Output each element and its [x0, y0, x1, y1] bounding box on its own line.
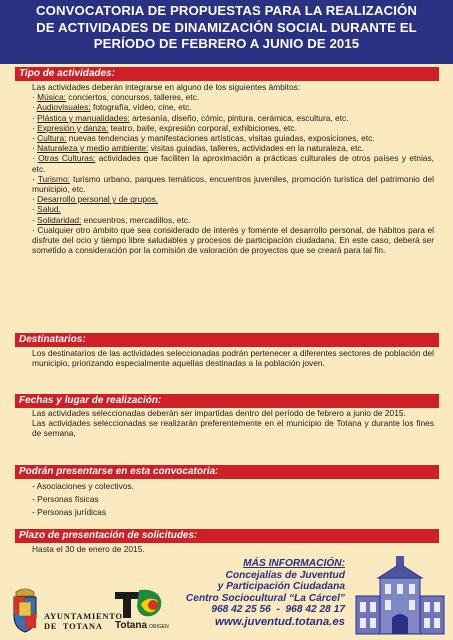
- tipo-item-expresion: · Expresión y danza: teatro, baile, expresión corporal, exhibiciones, etc.: [32, 122, 297, 133]
- more-info-web: www.juventud.totana.es: [215, 615, 345, 628]
- section-title-presentarse: Podrán presentarse en esta convocatoria:: [15, 465, 439, 479]
- header-line-2: DE ACTIVIDADES DE DINAMIZACIÓN SOCIAL DURANTE EL: [36, 19, 417, 35]
- destinatarios-block: [32, 348, 434, 368]
- tipo-item-audiovisuales: · Audiovisuales: fotografía, vídeo, cine, etc.: [32, 102, 192, 113]
- origen-text: ORIGEN: [149, 624, 169, 630]
- section-title-tipo: Tipo de actividades:: [15, 67, 439, 81]
- more-info-phones: 968 42 25 56 - 968 42 28 17: [211, 604, 345, 616]
- tipo-item-plastica: · Plástica y manualidades: artesanía, diseño, cómic, pintura, cerámica, escultura, etc.: [32, 112, 349, 123]
- tipo-item-musica: · Música: conciertos, concursos, talleres, etc.: [32, 92, 200, 103]
- tipo-item-turismo: · Turismo: turismo urbano, parques temáticos, encuentros juveniles, promoción turística del patrimonio del municipio, etc.: [32, 173, 434, 195]
- more-info-title: MÁS INFORMACIÓN:: [243, 558, 345, 569]
- presentarse-block: [32, 481, 434, 518]
- section-title-destinatarios: Destinatarios:: [15, 333, 439, 347]
- presentarse-item: - Asociaciones y colectivos.: [32, 481, 134, 491]
- header-line-1: CONVOCATORIA DE PROPUESTAS PARA LA REALIZACIÓN: [36, 3, 417, 18]
- presentarse-item: - Personas físicas: [32, 494, 99, 505]
- tipo-item-salud: · Salud.: [32, 204, 61, 215]
- fechas-p2: Las actividades seleccionadas se realizarán preferentemente en el municipio de Totana y durante los fines de semana.: [32, 418, 434, 439]
- plazo-text: Hasta el 30 de enero de 2015.: [32, 544, 145, 554]
- more-info-line1: Concejalías de Juventud: [225, 569, 345, 581]
- ayuntamiento-logo: [10, 586, 123, 639]
- header-banner: [0, 0, 453, 64]
- tipo-item-naturaleza: · Naturaleza y medio ambiente: visitas guiadas, talleres, actividades en la naturaleza, etc.: [32, 143, 364, 154]
- section-title-fechas: Fechas y lugar de realización:: [15, 394, 439, 408]
- tipo-intro: Las actividades deberán integrarse en alguno de los siguientes ámbitos:: [32, 82, 301, 92]
- header-line-3: PERÍODO DE FEBRERO A JUNIO DE 2015: [93, 36, 360, 51]
- more-info: [186, 558, 345, 629]
- tipo-item-otro: · Cualquier otro ámbito que sea considerado de interés y fomente el desarrollo personal, de hábitos para el disfrute del ocio y tiempo libre saludables y procesos de participación ciudadana. En este caso, deberá ser sometido a consideración por la comisión de valoración de proyectos que se creará para tal fin.: [32, 224, 434, 256]
- tipo-item-otras-culturas: · Otras Culturas: actividades que faciliten la aproximación a prácticas culturales de otros países y etnias, etc.: [32, 153, 434, 174]
- tipo-item-solidaridad: · Solidaridad: encuentros, mercadillos, etc.: [32, 214, 191, 225]
- presentarse-item: - Personas jurídicas: [32, 507, 107, 518]
- totana-origen-logo: [113, 586, 169, 634]
- totana-text: Totana: [115, 620, 148, 631]
- destinatarios-text: Los destinatarios de las actividades seleccionadas podrán pertenecer a diferentes sectores de población del municipio, priorizando especialmente aquellas destinadas a la población joven.: [32, 348, 434, 369]
- tipo-block: [32, 82, 434, 255]
- fechas-p1: Las actividades seleccionadas deberán ser impartidas dentro del período de febrero a junio de 2015.: [32, 408, 406, 418]
- building-illustration: [352, 556, 448, 636]
- ayuntamiento-text: AYUNTAMIENTO DE TOTANA: [44, 612, 123, 631]
- more-info-line2: y Participación Ciudadana: [217, 581, 345, 593]
- section-title-plazo: Plazo de presentación de solicitudes:: [15, 529, 439, 543]
- coat-of-arms-icon: [10, 586, 40, 634]
- fechas-block: [32, 408, 434, 439]
- plazo-block: [32, 544, 434, 554]
- tipo-item-cultura: · Cultura: nuevas tendencias y manifestaciones artísticas, visitas guiadas, exposiciones, etc.: [32, 133, 375, 144]
- tipo-item-desarrollo: · Desarrollo personal y de grupos.: [32, 194, 159, 205]
- more-info-line3: Centro Sociocultural “La Cárcel”: [185, 592, 345, 604]
